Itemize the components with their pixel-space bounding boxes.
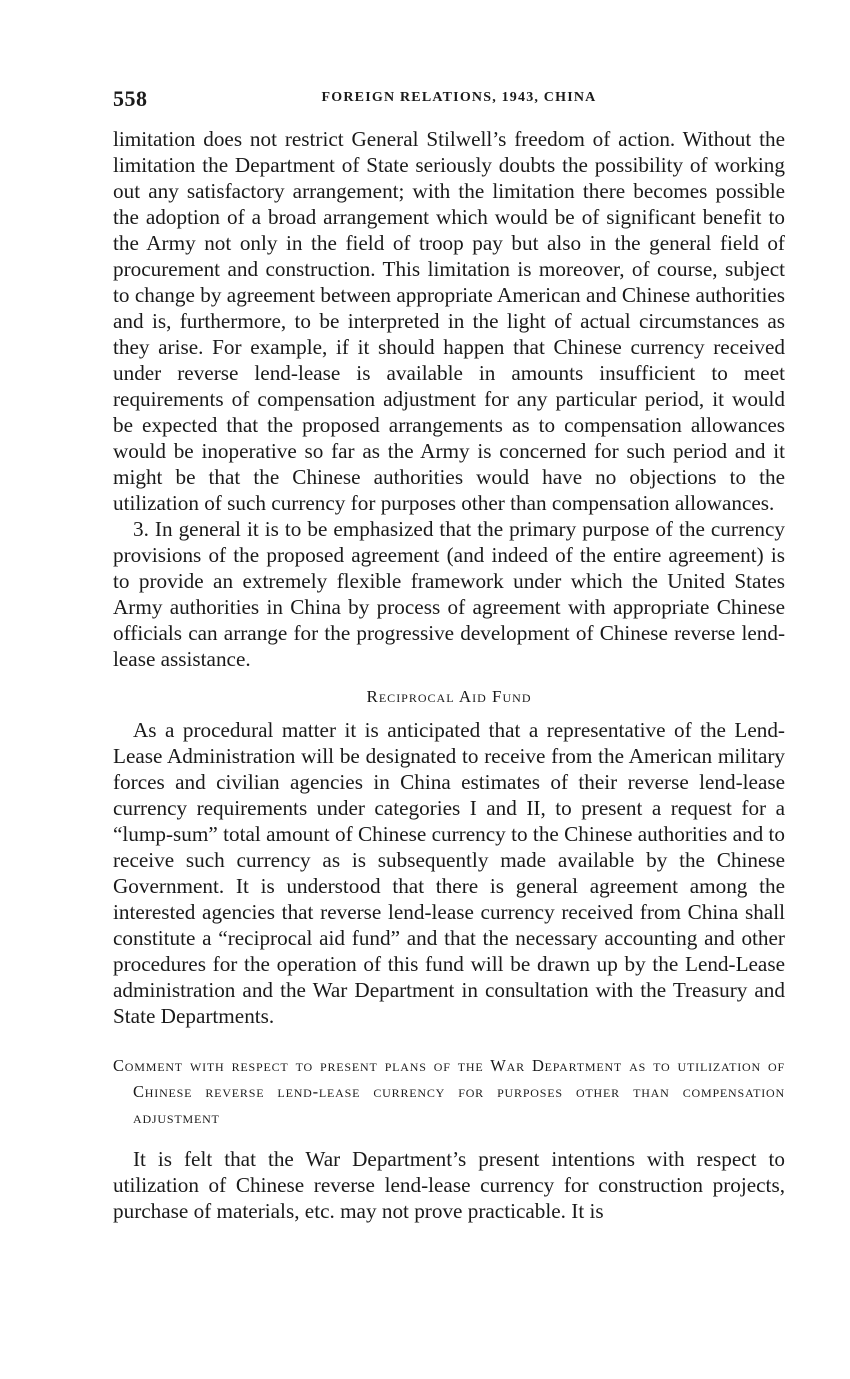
section-heading-reciprocal-aid-fund: Reciprocal Aid Fund [366, 687, 532, 706]
paragraph-war-department-intentions: It is felt that the War Department’s present intentions with respect to utilization of Chinese reverse lend-lease currency for construction projects, purchase of materials, etc. may not prove practicable. It is [113, 1147, 785, 1223]
running-title: FOREIGN RELATIONS, 1943, CHINA [321, 90, 597, 105]
section-heading-comment: Comment with respect to present plans of the War Department as to utilization of Chinese reverse lend-lease currency for purposes other than compensation adjustment [113, 1056, 785, 1127]
paragraph-procedural-matter: As a procedural matter it is anticipated that a representative of the Lend-Lease Administration will be designated to receive from the American military forces and civilian agencies in China estimates of their reverse lend-lease currency requirements under categories I and II, to present a request for a “lump-sum” total amount of Chinese currency to the Chinese authorities and to receive such currency as is subsequently made available by the Chinese Government. It is understood that there is general agreement among the interested agencies that reverse lend-lease currency received from China shall constitute a “reciprocal aid fund” and that the necessary accounting and other procedures for the operation of this fund will be drawn up by the Lend-Lease administration and the War Department in consultation with the Treasury and State Departments. [113, 718, 785, 1028]
document-page [113, 86, 785, 1224]
page-number: 558 [113, 86, 148, 111]
paragraph-general-purpose: 3. In general it is to be emphasized that the primary purpose of the currency provisions of the proposed agreement (and indeed of the entire agreement) is to provide an extremely flexible framework under which the United States Army authorities in China by process of agreement with appropriate Chinese officials can arrange for the progressive development of Chinese reverse lend-lease assistance. [113, 517, 785, 671]
page-header [113, 86, 785, 116]
paragraph-limitation: limitation does not restrict General Stilwell’s freedom of action. Without the limitation the Department of State seriously doubts the possibility of working out any satisfactory arrangement; with the limitation there becomes possible the adoption of a broad arrangement which would be of significant benefit to the Army not only in the field of troop pay but also in the general field of procurement and construction. This limitation is moreover, of course, subject to change by agreement between appropriate American and Chinese authorities and is, furthermore, to be interpreted in the light of actual circumstances as they arise. For example, if it should happen that Chinese currency received under reverse lend-lease is available in amounts insufficient to meet requirements of compensation adjustment for any particular period, it would be expected that the proposed arrangements as to compensation allowances would be inoperative so far as the Army is concerned for such period and it might be that the Chinese authorities would have no objections to the utilization of such currency for purposes other than compensation allowances. [113, 127, 785, 515]
